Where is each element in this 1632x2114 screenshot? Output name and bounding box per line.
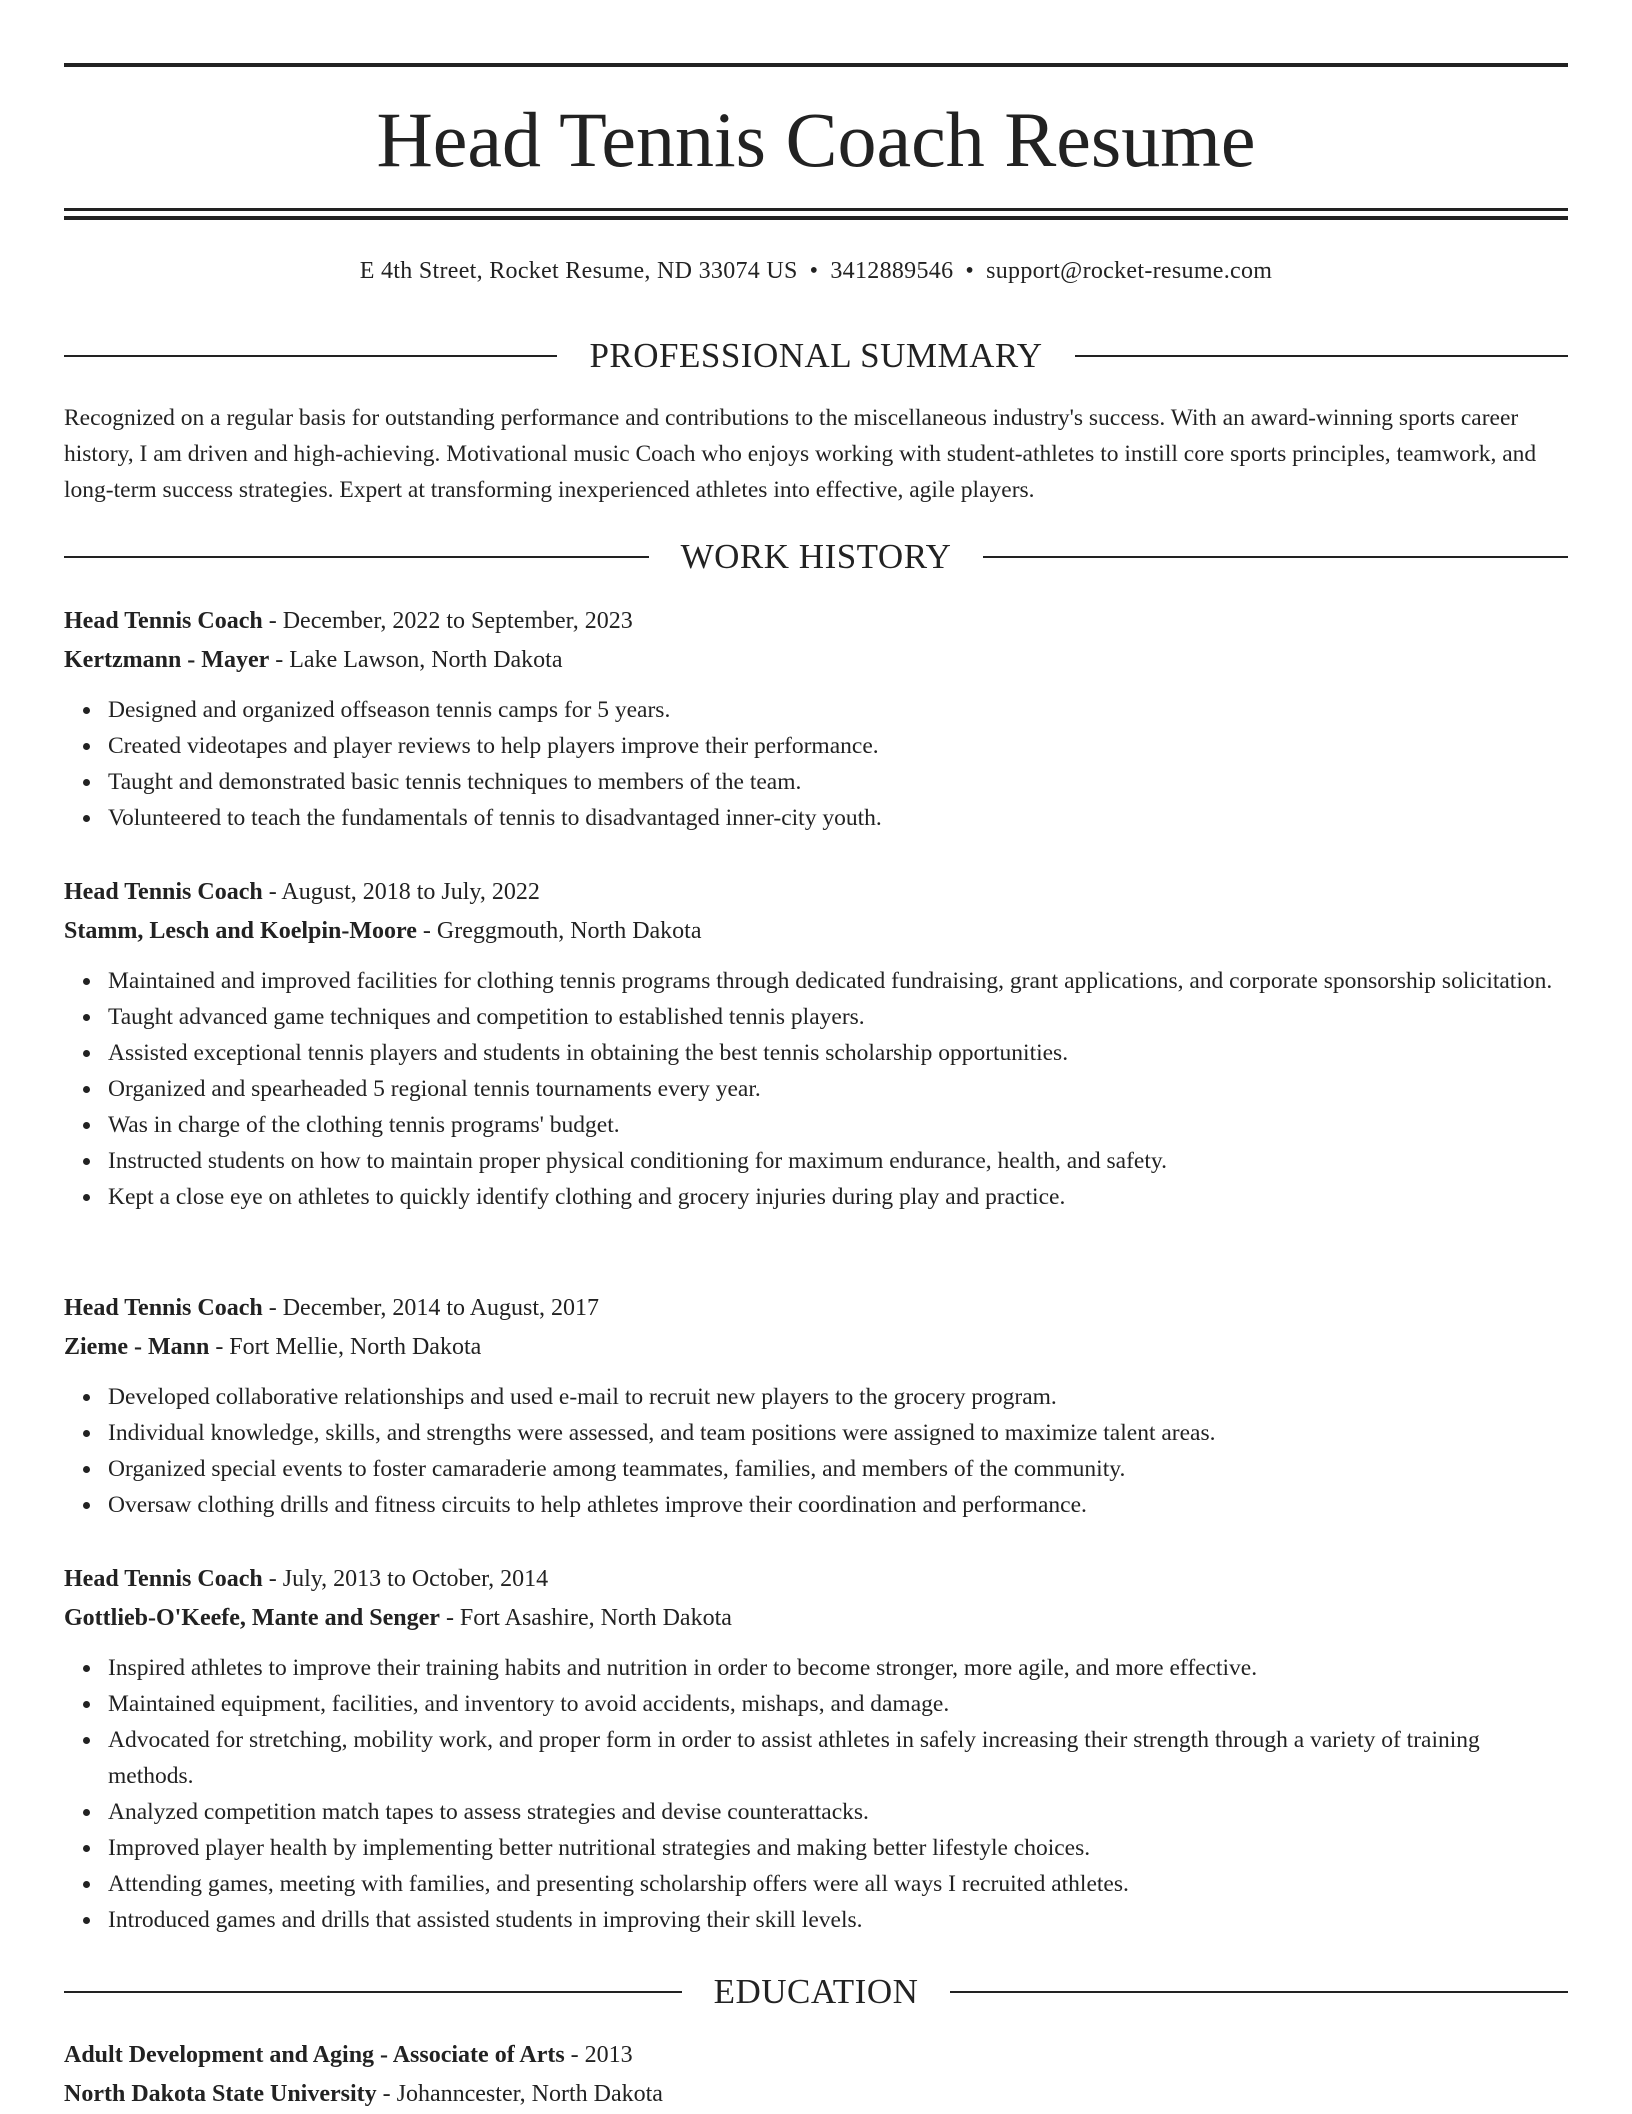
job-dates: - July, 2013 to October, 2014 <box>262 1566 549 1592</box>
job-bullet: Improved player health by implementing better nutritional strategies and making better lifestyle choices. <box>108 1830 1568 1866</box>
job-location: - Greggmouth, North Dakota <box>416 918 702 944</box>
job-company: Gottlieb-O'Keefe, Mante and Senger <box>64 1605 440 1631</box>
job-title: Head Tennis Coach <box>64 1295 263 1321</box>
education-school-line <box>64 2075 1568 2114</box>
job-title: Head Tennis Coach <box>64 879 263 905</box>
job-location: - Fort Mellie, North Dakota <box>209 1334 482 1360</box>
job-bullet: Oversaw clothing drills and fitness circuits to help athletes improve their coordination and performance. <box>108 1487 1568 1523</box>
section-heading-summary <box>64 334 1568 378</box>
education-degree-line <box>64 2036 1568 2075</box>
section-heading-education <box>64 1970 1568 2014</box>
job-bullet: Taught and demonstrated basic tennis techniques to members of the team. <box>108 764 1568 800</box>
job-bullet: Analyzed competition match tapes to assess strategies and devise counterattacks. <box>108 1794 1568 1830</box>
contact-phone: 3412889546 <box>830 258 954 284</box>
job-entry <box>64 873 1568 1215</box>
job-title-line <box>64 873 1568 912</box>
job-title-line <box>64 1560 1568 1599</box>
heading-rule <box>64 556 649 558</box>
heading-rule <box>64 355 557 357</box>
job-bullet: Created videotapes and player reviews to help players improve their performance. <box>108 728 1568 764</box>
education-location: - Johanncester, North Dakota <box>376 2081 663 2107</box>
contact-email: support@rocket-resume.com <box>986 258 1273 284</box>
heading-rule <box>983 556 1568 558</box>
job-entry <box>64 602 1568 836</box>
title-rule-lower <box>64 216 1568 220</box>
education-entry <box>64 2036 1568 2114</box>
education-year: - 2013 <box>564 2042 633 2068</box>
job-entry <box>64 1289 1568 1523</box>
job-title: Head Tennis Coach <box>64 1566 263 1592</box>
job-location: - Fort Asashire, North Dakota <box>439 1605 732 1631</box>
section-heading-work <box>64 535 1568 579</box>
job-title-line <box>64 1289 1568 1328</box>
job-title-line <box>64 602 1568 641</box>
job-bullet: Developed collaborative relationships and used e-mail to recruit new players to the grocery program. <box>108 1379 1568 1415</box>
section-title: PROFESSIONAL SUMMARY <box>589 336 1043 375</box>
job-location: - Lake Lawson, North Dakota <box>269 647 563 673</box>
job-bullet: Kept a close eye on athletes to quickly identify clothing and grocery injuries during play and practice. <box>108 1179 1568 1215</box>
resume-title: Head Tennis Coach Resume <box>376 96 1256 183</box>
job-dates: - August, 2018 to July, 2022 <box>262 879 540 905</box>
top-rule <box>64 63 1568 67</box>
job-company: Kertzmann - Mayer <box>64 647 270 673</box>
job-bullet: Was in charge of the clothing tennis programs' budget. <box>108 1107 1568 1143</box>
job-bullets <box>64 1650 1568 1938</box>
title-rule-upper <box>64 208 1568 211</box>
job-bullet: Advocated for stretching, mobility work, and proper form in order to assist athletes in safely increasing their strength through a variety of training methods. <box>108 1722 1568 1794</box>
job-bullets <box>64 963 1568 1215</box>
job-bullet: Designed and organized offseason tennis camps for 5 years. <box>108 692 1568 728</box>
job-bullet: Volunteered to teach the fundamentals of tennis to disadvantaged inner-city youth. <box>108 800 1568 836</box>
job-bullet: Maintained and improved facilities for clothing tennis programs through dedicated fundraising, grant applications, and corporate sponsorship solicitation. <box>108 963 1568 999</box>
job-bullet: Organized and spearheaded 5 regional tennis tournaments every year. <box>108 1071 1568 1107</box>
contact-separator: • <box>809 258 819 284</box>
job-dates: - December, 2022 to September, 2023 <box>262 608 633 634</box>
job-bullet: Inspired athletes to improve their training habits and nutrition in order to become stronger, more agile, and more effective. <box>108 1650 1568 1686</box>
heading-rule <box>950 1991 1568 1993</box>
job-bullet: Maintained equipment, facilities, and inventory to avoid accidents, mishaps, and damage. <box>108 1686 1568 1722</box>
job-bullet: Individual knowledge, skills, and strengths were assessed, and team positions were assigned to maximize talent areas. <box>108 1415 1568 1451</box>
job-company-line <box>64 1599 1568 1638</box>
job-bullet: Assisted exceptional tennis players and students in obtaining the best tennis scholarship opportunities. <box>108 1035 1568 1071</box>
job-bullet: Instructed students on how to maintain proper physical conditioning for maximum endurance, health, and safety. <box>108 1143 1568 1179</box>
contact-address: E 4th Street, Rocket Resume, ND 33074 US <box>359 258 798 284</box>
education-school: North Dakota State University <box>64 2081 377 2107</box>
job-bullet: Taught advanced game techniques and competition to established tennis players. <box>108 999 1568 1035</box>
job-bullets <box>64 692 1568 836</box>
job-company-line <box>64 641 1568 680</box>
heading-rule <box>1075 355 1568 357</box>
job-company-line <box>64 912 1568 951</box>
education-degree: Adult Development and Aging - Associate of Arts <box>64 2042 565 2068</box>
section-title: WORK HISTORY <box>680 537 952 576</box>
contact-separator: • <box>965 258 975 284</box>
job-bullet: Introduced games and drills that assisted students in improving their skill levels. <box>108 1902 1568 1938</box>
section-title: EDUCATION <box>713 1972 919 2011</box>
job-dates: - December, 2014 to August, 2017 <box>262 1295 600 1321</box>
heading-rule <box>64 1991 682 1993</box>
job-bullets <box>64 1379 1568 1523</box>
job-title: Head Tennis Coach <box>64 608 263 634</box>
job-bullet: Organized special events to foster camaraderie among teammates, families, and members of the community. <box>108 1451 1568 1487</box>
job-company: Zieme - Mann <box>64 1334 210 1360</box>
summary-text: Recognized on a regular basis for outstanding performance and contributions to the miscellaneous industry's success. With an award-winning sports career history, I am driven and high-achieving. Motivational music Coach who enjoys working with student-athletes to instill core sports principles, teamwork, and long-term success strategies. Expert at transforming inexperienced athletes into effective, agile players. <box>64 405 1537 503</box>
job-bullet: Attending games, meeting with families, and presenting scholarship offers were all ways I recruited athletes. <box>108 1866 1568 1902</box>
contact-line <box>64 254 1568 288</box>
job-company-line <box>64 1328 1568 1367</box>
job-entry <box>64 1560 1568 1938</box>
job-company: Stamm, Lesch and Koelpin-Moore <box>64 918 417 944</box>
